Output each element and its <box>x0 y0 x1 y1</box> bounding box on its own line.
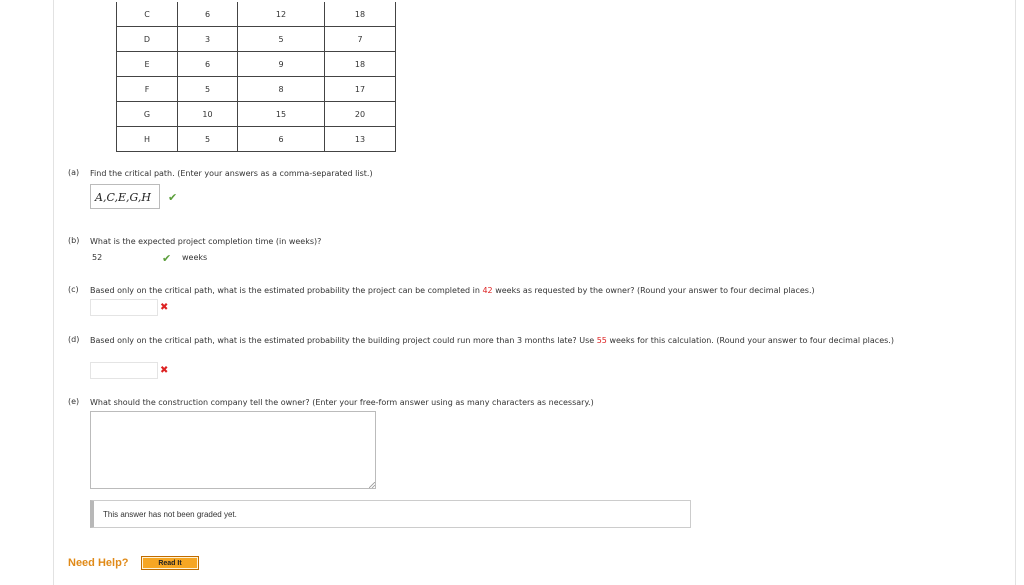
table-cell: C <box>117 2 178 27</box>
table-cell: 15 <box>238 102 325 127</box>
question-a-text: Find the critical path. (Enter your answers as a comma-separated list.) <box>90 169 373 178</box>
content-border-right <box>1015 0 1016 585</box>
incorrect-x-icon: ✖ <box>160 302 169 313</box>
grading-notice-text: This answer has not been graded yet. <box>103 510 237 519</box>
question-c <box>68 285 968 297</box>
table-cell: 18 <box>325 2 396 27</box>
question-c-highlight: 42 <box>482 286 493 295</box>
answer-b-unit: weeks <box>182 253 208 262</box>
answer-e-textarea[interactable] <box>90 411 376 489</box>
table-cell: 18 <box>325 52 396 77</box>
table-row <box>117 127 396 152</box>
table-row <box>117 52 396 77</box>
table-cell: 5 <box>238 27 325 52</box>
question-e-label: (e) <box>68 397 80 406</box>
grading-notice <box>90 500 691 528</box>
question-d-label: (d) <box>68 335 80 344</box>
table-cell: 10 <box>178 102 238 127</box>
question-d-text: Based only on the critical path, what is the estimated probability the building project could run more than 3 months late? Use 55 weeks for this calculation. (Round your answer to four decimal places.) <box>90 336 894 345</box>
incorrect-x-icon: ✖ <box>160 365 169 376</box>
table-cell: E <box>117 52 178 77</box>
table-cell: 8 <box>238 77 325 102</box>
table-cell: 5 <box>178 77 238 102</box>
answer-a-field[interactable]: A,C,E,G,H <box>90 184 160 209</box>
question-c-text: Based only on the critical path, what is the estimated probability the project can be completed in 42 weeks as requested by the owner? (Round your answer to four decimal places.) <box>90 286 815 295</box>
question-a <box>68 168 968 180</box>
table-cell: 17 <box>325 77 396 102</box>
answer-b-value[interactable]: 52 <box>92 253 103 262</box>
table-cell: 6 <box>178 2 238 27</box>
read-it-button[interactable]: Read It <box>141 556 199 570</box>
table-cell: 7 <box>325 27 396 52</box>
table-cell: 12 <box>238 2 325 27</box>
question-b <box>68 236 968 248</box>
table-cell: 6 <box>178 52 238 77</box>
resize-grip-icon[interactable] <box>369 482 375 488</box>
question-e-text: What should the construction company tell the owner? (Enter your free-form answer using as many characters as necessary.) <box>90 398 594 407</box>
table-cell: G <box>117 102 178 127</box>
question-a-label: (a) <box>68 168 80 177</box>
table-row <box>117 77 396 102</box>
table-cell: D <box>117 27 178 52</box>
table-cell: 3 <box>178 27 238 52</box>
question-b-text: What is the expected project completion time (in weeks)? <box>90 237 322 246</box>
question-c-label: (c) <box>68 285 79 294</box>
table-row <box>117 2 396 27</box>
table-cell: 20 <box>325 102 396 127</box>
table-cell: F <box>117 77 178 102</box>
question-d-highlight: 55 <box>596 336 607 345</box>
answer-d-field[interactable] <box>90 362 158 379</box>
need-help-label: Need Help? <box>68 557 129 569</box>
question-d <box>68 335 968 359</box>
question-b-label: (b) <box>68 236 80 245</box>
table-cell: 5 <box>178 127 238 152</box>
answer-c-field[interactable] <box>90 299 158 316</box>
table-cell: 13 <box>325 127 396 152</box>
correct-check-icon: ✔ <box>168 191 178 204</box>
table-cell: 9 <box>238 52 325 77</box>
activity-time-table <box>116 2 396 152</box>
table-cell: H <box>117 127 178 152</box>
question-e <box>68 397 968 409</box>
table-cell: 6 <box>238 127 325 152</box>
content-border-left <box>53 0 54 585</box>
table-row <box>117 102 396 127</box>
table-row <box>117 27 396 52</box>
correct-check-icon: ✔ <box>162 252 172 265</box>
